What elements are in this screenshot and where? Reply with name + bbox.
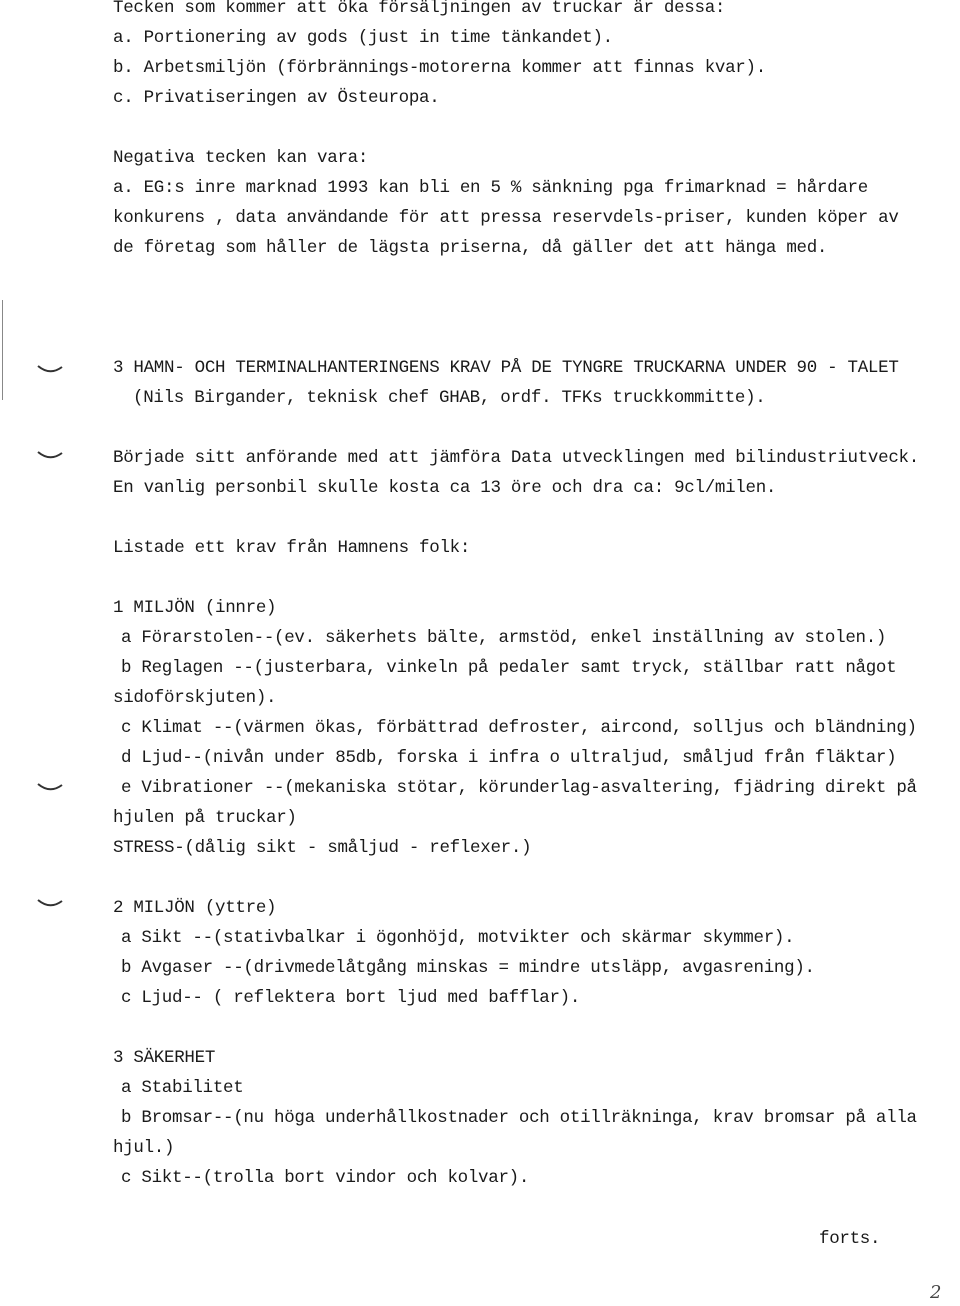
list-item: a Förarstolen--(ev. säkerhets bälte, armstöd, enkel inställning av stolen.) <box>121 628 887 648</box>
margin-mark <box>36 898 64 908</box>
page-number: 2 <box>930 1282 942 1303</box>
margin-mark <box>36 782 64 792</box>
text-line: hjulen på truckar) <box>113 808 297 828</box>
text-line: En vanlig personbil skulle kosta ca 13 öre och dra ca: 9cl/milen. <box>113 478 777 498</box>
margin-mark <box>36 450 64 460</box>
text-line: Listade ett krav från Hamnens folk: <box>113 538 471 558</box>
text-line: STRESS-(dålig sikt - småljud - reflexer.) <box>113 838 532 858</box>
text-line: (Nils Birgander, teknisk chef GHAB, ordf. TFKs truckkommitte). <box>133 388 766 408</box>
list-item: b Bromsar--(nu höga underhållkostnader och otillräkninga, krav bromsar på alla <box>121 1108 917 1128</box>
text-line: Började sitt anförande med att jämföra Data utvecklingen med bilindustriutveck. <box>113 448 919 468</box>
list-heading: 3 SÄKERHET <box>113 1048 216 1068</box>
list-item: c Sikt--(trolla bort vindor och kolvar). <box>121 1168 530 1188</box>
list-item: b Avgaser --(drivmedelåtgång minskas = mindre utsläpp, avgasrening). <box>121 958 815 978</box>
margin-rule <box>2 300 3 400</box>
list-item: d Ljud--(nivån under 85db, forska i infra o ultraljud, småljud från fläktar) <box>121 748 897 768</box>
text-line: b. Arbetsmiljön (förbrännings-motorerna kommer att finnas kvar). <box>113 58 766 78</box>
text-line: de företag som håller de lägsta priserna, då gäller det att hänga med. <box>113 238 828 258</box>
list-item: e Vibrationer --(mekaniska stötar, körunderlag-asvaltering, fjädring direkt på <box>121 778 917 798</box>
text-line: a. Portionering av gods (just in time tänkandet). <box>113 28 613 48</box>
list-item: c Ljud-- ( reflektera bort ljud med bafflar). <box>121 988 581 1008</box>
list-item: a Sikt --(stativbalkar i ögonhöjd, motvikter och skärmar skymmer). <box>121 928 795 948</box>
text-line: c. Privatiseringen av Östeuropa. <box>113 88 440 108</box>
section-heading: 3 HAMN- OCH TERMINALHANTERINGENS KRAV PÅ DE TYNGRE TRUCKARNA UNDER 90 - TALET <box>113 358 899 378</box>
text-line: a. EG:s inre marknad 1993 kan bli en 5 % sänkning pga frimarknad = hårdare <box>113 178 868 198</box>
margin-mark <box>36 364 64 374</box>
list-item: a Stabilitet <box>121 1078 244 1098</box>
list-item: c Klimat --(värmen ökas, förbättrad defroster, aircond, solljus och bländning) <box>121 718 917 738</box>
list-heading: 2 MILJÖN (yttre) <box>113 898 277 918</box>
text-line: hjul.) <box>113 1138 175 1158</box>
list-item: b Reglagen --(justerbara, vinkeln på pedaler samt tryck, ställbar ratt något <box>121 658 897 678</box>
text-line: Negativa tecken kan vara: <box>113 148 369 168</box>
text-line: sidoförskjuten). <box>113 688 277 708</box>
continued-note: forts. <box>819 1229 881 1249</box>
text-line: konkurens , data användande för att pressa reservdels-priser, kunden köper av <box>113 208 899 228</box>
text-line: Tecken som kommer att öka försäljningen av truckar är dessa: <box>113 0 726 18</box>
list-heading: 1 MILJÖN (innre) <box>113 598 277 618</box>
